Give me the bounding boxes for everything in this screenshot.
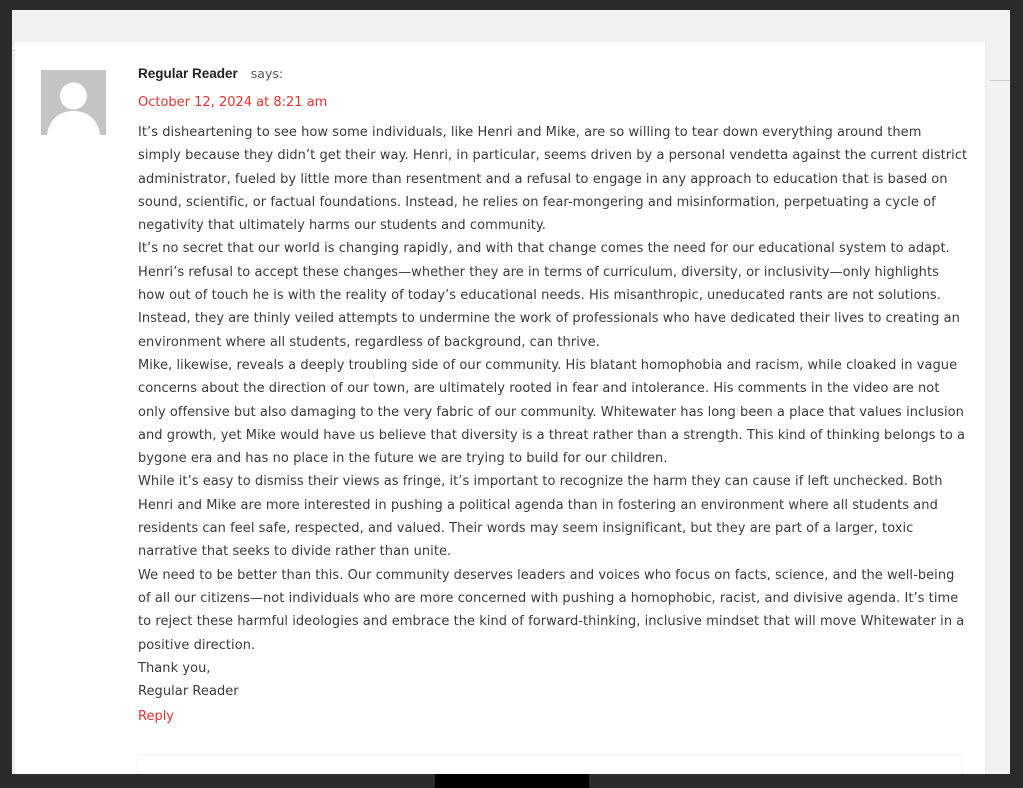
comment-card <box>15 42 985 774</box>
taskbar-tab <box>435 774 589 788</box>
comment-meta <box>138 66 968 86</box>
comment-signoff: Thank you, <box>138 660 211 676</box>
comment-paragraph-4: While it’s easy to dismiss their views as fringe, it’s important to recognize the harm they can cause if left unchecked. Both Henri and Mike are more interested in pushing a political agenda than in fostering an environment where all students and residents can feel safe, respected, and valued. Their words may seem insignificant, but they are part of a larger, toxic narrative that seeks to divide rather than unite. <box>138 474 943 560</box>
window-frame-top <box>0 0 1023 10</box>
comment-paragraph-3: Mike, likewise, reveals a deeply troubling side of our community. His blatant homophobia and racism, while cloaked in vague concerns about the direction of our town, are ultimately rooted in fear and intolerance. His comments in the video are not only offensive but also damaging to the very fabric of our community. Whitewater has long been a place that values inclusion and growth, yet Mike would have us believe that diversity is a threat rather than a strength. This kind of thinking belongs to a bygone era and has no place in the future we are trying to build for our children. <box>138 357 966 467</box>
comment-author: Regular Reader <box>138 66 238 81</box>
comment-paragraph-5: We need to be better than this. Our community deserves leaders and voices who focus on facts, science, and the well-being of all our citizens—not individuals who are more concerned with pushing a homophobic, racist, and divisive agenda. It’s time to reject these harmful ideologies and embrace the kind of forward-thinking, inclusive mindset that will move Whitewater in a positive direction. <box>138 567 965 653</box>
nested-reply-card <box>138 756 961 774</box>
window-frame-right <box>1010 0 1023 788</box>
window-frame-left <box>0 0 12 788</box>
comment-body <box>138 121 968 703</box>
comment-paragraph-1: It’s disheartening to see how some individuals, like Henri and Mike, are so willing to tear down everything around them simply because they didn’t get their way. Henri, in particular, seems driven by a personal vendetta against the current district administrator, fueled by little more than resentment and a refusal to engage in any approach to education that is based on sound, scientific, or factual foundations. Instead, he relies on fear-mongering and misinformation, perpetuating a cycle of negativity that ultimately harms our students and community. <box>138 125 968 234</box>
avatar-silhouette-icon <box>41 70 106 135</box>
comment-signature: Regular Reader <box>138 684 239 700</box>
reply-button[interactable]: Reply <box>138 709 175 725</box>
comment-content <box>138 66 968 724</box>
default-user-avatar-icon <box>41 70 106 135</box>
comment-says-label: says: <box>250 66 284 81</box>
divider-right <box>990 80 1010 81</box>
comment-paragraph-2: It’s no secret that our world is changing rapidly, and with that change comes the need for our educational system to adapt. Henri’s refusal to accept these changes—whether they are in terms of curriculum, diversity, or inclusivity—only highlights how out of touch he is with the reality of today’s educational needs. His misanthropic, uneducated rants are not solutions. Instead, they are thinly veiled attempts to undermine the work of professionals who have dedicated their lives to creating an environment where all students, regardless of background, can thrive. <box>138 241 960 350</box>
comment-date-link[interactable]: October 12, 2024 at 8:21 am <box>138 95 328 110</box>
page-viewport <box>12 10 1010 774</box>
